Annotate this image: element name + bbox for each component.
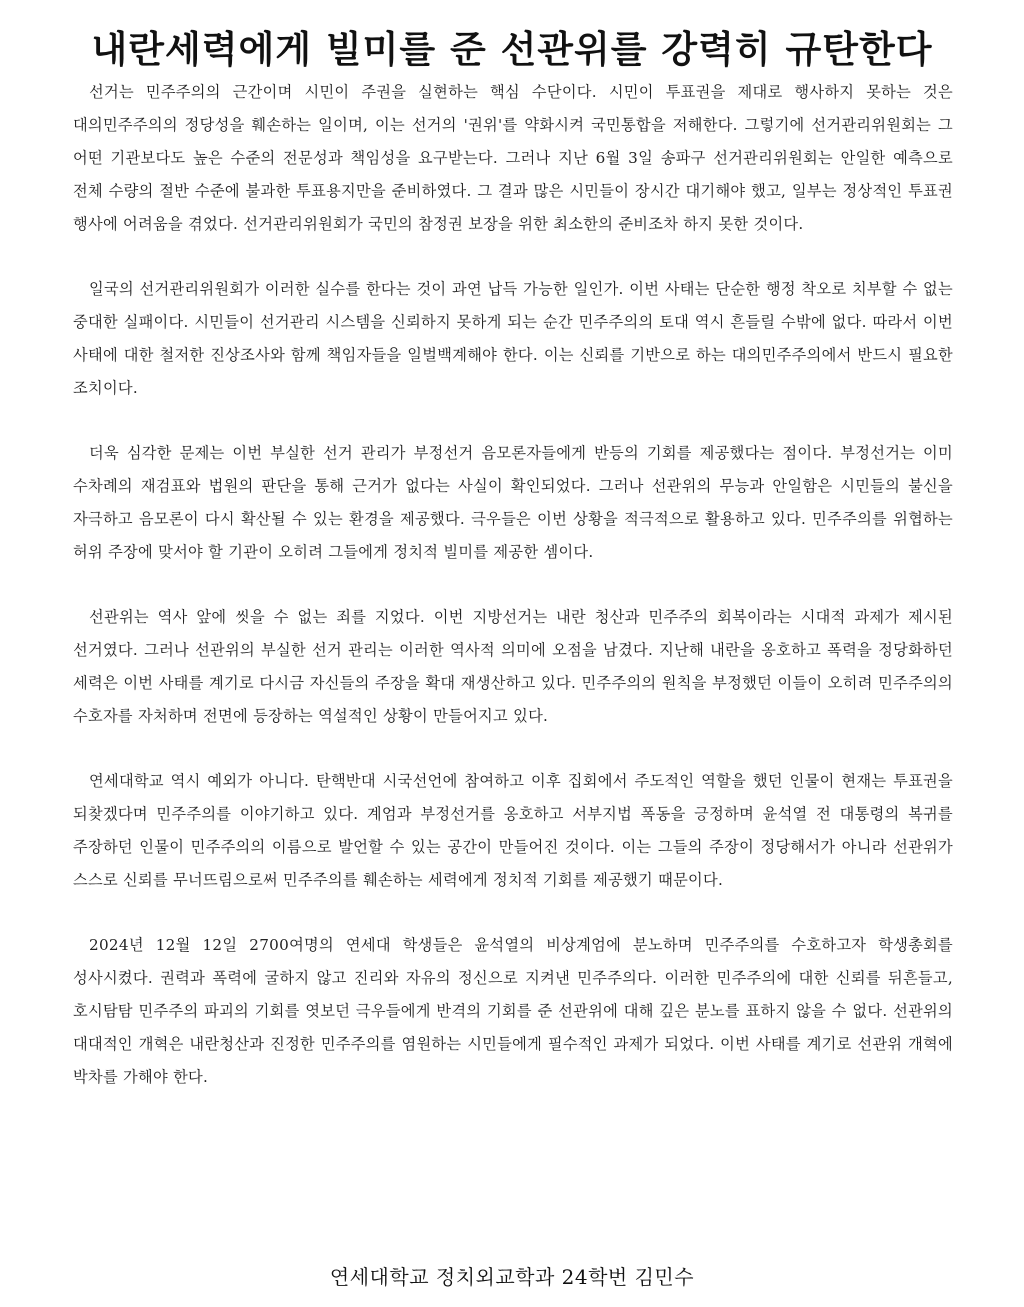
document-body xyxy=(73,76,953,1126)
paragraph-1: 선거는 민주주의의 근간이며 시민이 주권을 실현하는 핵심 수단이다. 시민이 투표권을 제대로 행사하지 못하는 것은 대의민주주의의 정당성을 훼손하는 일이며, 이는 선거의 '권위'를 약화시켜 국민통합을 저해한다. 그렇기에 선거관리위원회는 그 어떤 기관보다도 높은 수준의 전문성과 책임성을 요구받는다. 그러나 지난 6월 3일 송파구 선거관리위원회는 안일한 예측으로 전체 수량의 절반 수준에 불과한 투표용지만을 준비하였다. 그 결과 많은 시민들이 장시간 대기해야 했고, 일부는 정상적인 투표권 행사에 어려움을 겪었다. 선거관리위원회가 국민의 참정권 보장을 위한 최소한의 준비조차 하지 못한 것이다. xyxy=(73,83,953,233)
document-title: 내란세력에게 빌미를 준 선관위를 강력히 규탄한다 xyxy=(91,27,933,71)
author-signature: 연세대학교 정치외교학과 24학번 김민수 xyxy=(329,1265,695,1289)
paragraph-4: 선관위는 역사 앞에 씻을 수 없는 죄를 지었다. 이번 지방선거는 내란 청산과 민주주의 회복이라는 시대적 과제가 제시된 선거였다. 그러나 선관위의 부실한 선거 관리는 이러한 역사적 의미에 오점을 남겼다. 지난해 내란을 옹호하고 폭력을 정당화하던 세력은 이번 사태를 계기로 다시금 자신들의 주장을 확대 재생산하고 있다. 민주주의의 원칙을 부정했던 이들이 오히려 민주주의의 수호자를 자처하며 전면에 등장하는 역설적인 상황이 만들어지고 있다. xyxy=(73,608,953,725)
paragraph-6: 2024년 12월 12일 2700여명의 연세대 학생들은 윤석열의 비상계엄에 분노하며 민주주의를 수호하고자 학생총회를 성사시켰다. 권력과 폭력에 굴하지 않고 진리와 자유의 정신으로 지켜낸 민주주의다. 이러한 민주주의에 대한 신뢰를 뒤흔들고, 호시탐탐 민주주의 파괴의 기회를 엿보던 극우들에게 반격의 기회를 준 선관위에 대해 깊은 분노를 표하지 않을 수 없다. 선관위의 대대적인 개혁은 내란청산과 진정한 민주주의를 염원하는 시민들에게 필수적인 과제가 되었다. 이번 사태를 계기로 선관위 개혁에 박차를 가해야 한다. xyxy=(73,936,953,1086)
paragraph-2: 일국의 선거관리위원회가 이러한 실수를 한다는 것이 과연 납득 가능한 일인가. 이번 사태는 단순한 행정 착오로 치부할 수 없는 중대한 실패이다. 시민들이 선거관리 시스템을 신뢰하지 못하게 되는 순간 민주주의의 토대 역시 흔들릴 수밖에 없다. 따라서 이번 사태에 대한 철저한 진상조사와 함께 책임자들을 일벌백계해야 한다. 이는 신뢰를 기반으로 하는 대의민주주의에서 반드시 필요한 조치이다. xyxy=(73,280,953,397)
paragraph-5: 연세대학교 역시 예외가 아니다. 탄핵반대 시국선언에 참여하고 이후 집회에서 주도적인 역할을 했던 인물이 현재는 투표권을 되찾겠다며 민주주의를 이야기하고 있다. 계엄과 부정선거를 옹호하고 서부지법 폭동을 긍정하며 윤석열 전 대통령의 복귀를 주장하던 인물이 민주주의의 이름으로 발언할 수 있는 공간이 만들어진 것이다. 이는 그들의 주장이 정당해서가 아니라 선관위가 스스로 신뢰를 무너뜨림으로써 민주주의를 훼손하는 세력에게 정치적 기회를 제공했기 때문이다. xyxy=(73,772,953,889)
paragraph-3: 더욱 심각한 문제는 이번 부실한 선거 관리가 부정선거 음모론자들에게 반등의 기회를 제공했다는 점이다. 부정선거는 이미 수차례의 재검표와 법원의 판단을 통해 근거가 없다는 사실이 확인되었다. 그러나 선관위의 무능과 안일함은 시민들의 불신을 자극하고 음모론이 다시 확산될 수 있는 환경을 제공했다. 극우들은 이번 상황을 적극적으로 활용하고 있다. 민주주의를 위협하는 허위 주장에 맞서야 할 기관이 오히려 그들에게 정치적 빌미를 제공한 셈이다. xyxy=(73,444,953,561)
